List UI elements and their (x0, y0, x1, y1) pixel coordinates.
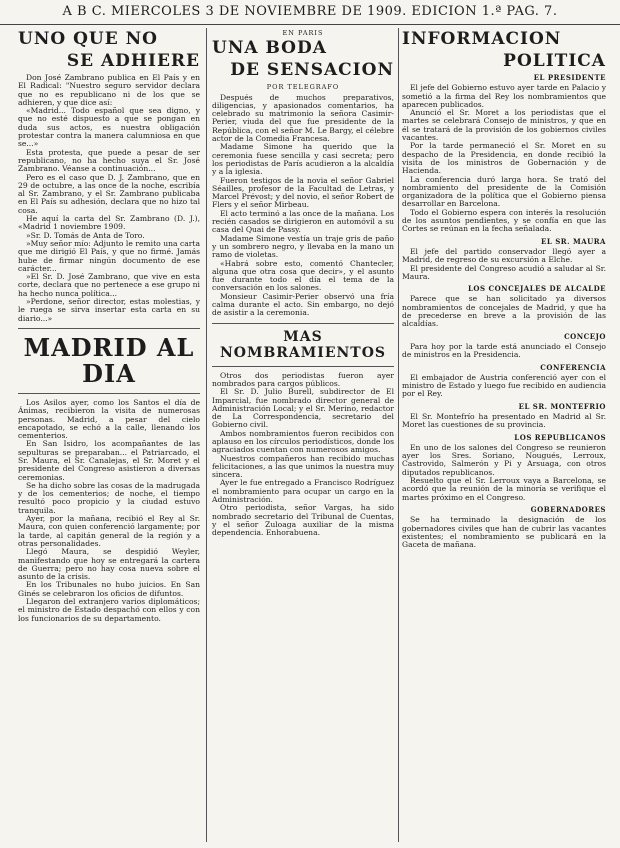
article-paragraph: Los Asilos ayer, como los Santos el día de Ánimas, recibieron la visita de numerosas personas. Madrid, a pesar del cielo encapotado, se echó a la calle, llenando los cementerios. (18, 397, 200, 441)
article-paragraph: Otros dos periodistas fueron ayer nombrados para cargos públicos. (212, 370, 394, 388)
column-right (402, 28, 606, 842)
byline-telegrafo: POR TELEGRAFO (266, 83, 340, 92)
article-paragraph: Se ha terminado la designación de los gobernadores civiles que han de cubrir las vacantes existentes; el nombramiento se publicará en la Gaceta de mañana. (402, 515, 606, 550)
subhead: CONCEJO (564, 331, 606, 341)
article-paragraph: »Muy señor mío: Adjunto le remito una carta que me dirigió El País, y que no firmé. Jamás hube de firmar ningún documento de ese carácter... (18, 238, 200, 273)
article-paragraph: Fueron testigos de la novia el señor Gabriel Séailles, profesor de la Facultad de Letras, y Marcel Prévost; y del novio, el señor Robert de Flers y el señor Mirbeau. (212, 175, 394, 210)
article-paragraph: La conferencia duró larga hora. Se trató del nombramiento del presidente de la Comisión organizadora de la política que el Gobierno piensa desarrollar en Barcelona. (402, 174, 606, 209)
article-paragraph: Anunció el Sr. Moret a los periodistas que el martes se celebrará Consejo de ministros, y que en él se tratará de la provisión de los gobiernos civiles vacantes. (402, 108, 606, 143)
article-paragraph: »Perdone, señor director, estas molestias, y le ruega se sirva insertar esta carta en su diario...» (18, 297, 200, 323)
article-paragraph: Don José Zambrano publica en El País y en El Radical: "Nuestro seguro servidor declara que no es republicano ni de los que se adhieren, y que dice así: (18, 73, 200, 107)
article-paragraph: He aquí la carta del Sr. Zambrano (D. J.), «Madrid 1 noviembre 1909. (18, 214, 200, 232)
article-paragraph: Ambos nombramientos fueron recibidos con aplauso en los círculos periodísticos, donde los agraciados cuentan con numerosos amigos. (212, 428, 394, 455)
article-paragraph: El Sr. Montefrío ha presentado en Madrid al Sr. Moret las cuestiones de su provincia. (402, 411, 606, 430)
article-paragraph: «Habrá sobre esto, comentó Chantecler, alguna que otra cosa que decir», y el asunto fue durante todo el día el tema de la conversación en los salones. (212, 258, 394, 293)
article-paragraph: Se ha dicho sobre las cosas de la madrugada y de los cementerios; de noche, el tiempo resultó poco propicio y la ciudad estuvo tranquila. (18, 480, 200, 515)
column-center (212, 28, 394, 842)
article-paragraph: El acto terminó a las once de la mañana. Los recién casados se dirigieron en automóvil a su casa del Quai de Passy. (212, 208, 394, 235)
article-paragraph: El presidente del Congreso acudió a saludar al Sr. Maura. (402, 263, 606, 281)
article-paragraph: El embajador de Austria conferenció ayer con el ministro de Estado y luego fue recibido en audiencia por el Rey. (402, 372, 606, 399)
article-paragraph: Llegó Maura, se despidió Weyler, manifestando que hoy se entregará la cartera de Guerra; pero no hay cosa nueva sobre el asunto de la crisis. (18, 547, 200, 582)
headline-madrid-al-dia: MADRID AL DIA (23, 332, 195, 388)
article-paragraph: Monsieur Casimir-Perier observó una fría calma durante el acto. Sin embargo, no dejó de asistir a la ceremonia. (212, 291, 394, 318)
section-rule (212, 323, 394, 324)
subhead: LOS REPUBLICANOS (514, 432, 606, 442)
headline-de-sensacion: DE SENSACION (230, 60, 394, 81)
article-paragraph: El jefe del partido conservador llegó ayer a Madrid, de regreso de su excursión a Elche. (402, 246, 606, 265)
article-paragraph: Por la tarde permaneció el Sr. Moret en su despacho de la Presidencia, en donde recibió la visita de los ministros de Gobernación y de Hacienda. (402, 141, 606, 176)
dateline-en-paris: EN PARIS (282, 29, 324, 37)
article-paragraph: El Sr. D. Julio Burell, subdirector de El Imparcial, fue nombrado director general de Administración Local; y el Sr. Merino, redactor de La Correspondencia, secretario del Gobierno civil. (212, 387, 394, 430)
headline-mas-nombramientos: MAS NOMBRAMIENTOS (219, 328, 387, 361)
article-paragraph: En San Isidro, los acompañantes de las sepulturas se preparaban... el Patriarcado, el Sr. Maura, el Sr. Canalejas, el Sr. Moret y el presidente del Congreso asistieron a diversas ceremonias. (18, 439, 200, 482)
article-paragraph: Para hoy por la tarde está anunciado el Consejo de ministros en la Presidencia. (402, 341, 606, 360)
article-paragraph: Parece que se han solicitado ya diversos nombramientos de concejales de Madrid, y que ha de precederse en breve a la provisión de las alcaldías. (402, 294, 606, 329)
article-paragraph: Después de muchos preparativos, diligencias, y apasionados comentarios, ha celebrado su matrimonio la señora Casimir-Perier, viuda del que fue presidente de la República, con el señor M. Le Bargy, el célebre actor de la Comedia Francesa. (212, 92, 394, 144)
article-paragraph: Todo el Gobierno espera con interés la resolución de los asuntos pendientes, y se confía en que las Cortes se reúnan en la fecha señalada. (402, 207, 606, 234)
article-paragraph: En uno de los salones del Congreso se reunieron ayer los Sres. Soriano, Nougués, Lerroux, Castrovido, Salmerón y Pi y Arsuaga, con otros diputados republicanos. (402, 442, 606, 477)
headline-informacion: INFORMACION (402, 29, 562, 49)
article-paragraph: Pero es el caso que D. J. Zambrano, que en 29 de octubre, a las once de la noche, escribía al Sr. Zambrano, y el Sr. Zambrano publicaba en El País su adhesión, declara que no hizo tal cosa. (18, 172, 200, 215)
article-paragraph: »Sr. D. Tomás de Anta de Toro. (26, 230, 145, 240)
article-paragraph: Madame Simone ha querido que la ceremonia fuese sencilla y casi secreta; pero los periodistas de París acudieron a la alcaldía y a la iglesia. (212, 142, 394, 177)
masthead: A B C. MIERCOLES 3 DE NOVIEMBRE DE 1909. EDICION 1.ª PAG. 7. (0, 0, 620, 25)
column-left (18, 28, 200, 842)
headline-se-adhiere: SE ADHIERE (66, 51, 200, 71)
section-rule (18, 328, 200, 329)
subhead: EL PRESIDENTE (533, 73, 606, 82)
subhead: EL SR. MAURA (541, 236, 606, 246)
article-paragraph: Llegaron del extranjero varios diplomáticos; el ministro de Estado despachó con ellos y con los funcionarios de su departamento. (18, 597, 200, 623)
subhead: CONFERENCIA (540, 362, 606, 372)
article-paragraph: Resuelto que el Sr. Lerroux vaya a Barcelona, se acordó que la reunión de la minoría se verifique el martes próximo en el Congreso. (402, 476, 606, 502)
subhead: EL SR. MONTEFRIO (518, 401, 606, 411)
article-paragraph: En los Tribunales no hubo juicios. En San Ginés se celebraron los oficios de difuntos. (18, 580, 200, 598)
subhead: GOBERNADORES (530, 504, 606, 514)
column-divider (206, 28, 207, 842)
article-paragraph: Ayer, por la mañana, recibió el Rey al Sr. Maura, con quien conferenció largamente; por la tarde, al capitán general de la región y a otras personalidades. (18, 514, 200, 548)
article-paragraph: Madame Simone vestía un traje gris de paño y un sombrero negro, y llevaba en la mano un ramo de violetas. (212, 233, 394, 260)
section-rule (18, 393, 200, 394)
section-rule (212, 366, 394, 367)
headline-una-boda: UNA BODA (212, 38, 327, 59)
article-paragraph: Esta protesta, que puede a pesar de ser republicano, no ha hecho suya el Sr. José Zambrano. Véanse a continuación... (18, 147, 200, 174)
article-paragraph: »El Sr. D. José Zambrano, que vive en esta corte, declara que no pertenece a ese grupo ni ha hecho nunca política... (18, 272, 200, 298)
headline-uno-que-no: UNO QUE NO (18, 29, 158, 49)
headline-politica: POLITICA (503, 51, 606, 71)
article-paragraph: Ayer le fue entregado a Francisco Rodríguez el nombramiento para ocupar un cargo en la Administración. (212, 478, 394, 505)
subhead: LOS CONCEJALES DE ALCALDE (467, 284, 606, 294)
article-paragraph: «Madrid... Todo español que sea digno, y que no esté dispuesto a que se pongan en duda sus actos, es nuestra obligación protestar contra la manera calumniosa en que se...» (18, 106, 200, 149)
column-divider (398, 28, 399, 842)
article-paragraph: Otro periodista, señor Vargas, ha sido nombrado secretario del Tribunal de Cuentas, y el señor Zuloaga auxiliar de la misma dependencia. Enhorabuena. (212, 503, 394, 538)
article-paragraph: El jefe del Gobierno estuvo ayer tarde en Palacio y sometió a la firma del Rey los nombramientos que aparecen publicados. (402, 83, 606, 109)
article-paragraph: Nuestros compañeros han recibido muchas felicitaciones, a las que unimos la nuestra muy sincera. (212, 453, 394, 480)
